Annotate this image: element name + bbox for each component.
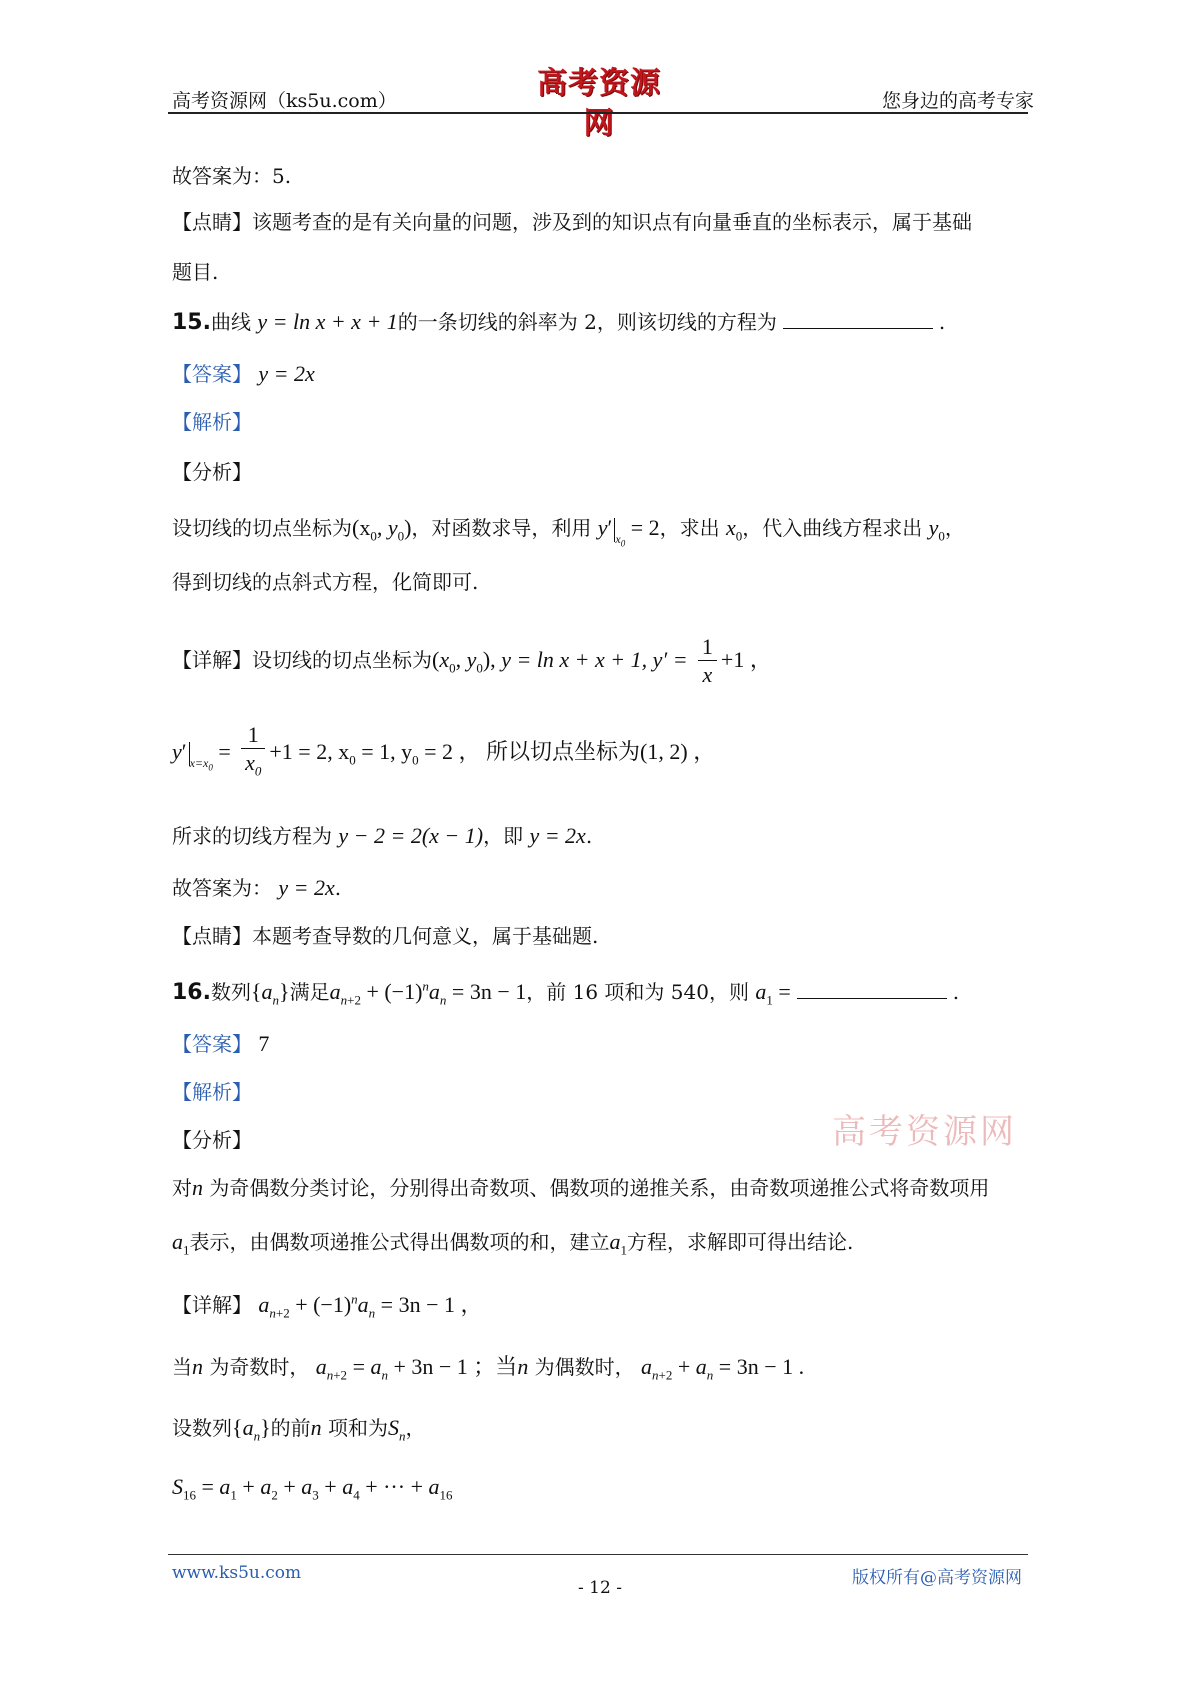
comment-line-prev <box>172 206 972 235</box>
question-text: 的一条切线的斜率为 2，则该切线的方程为 <box>397 310 777 334</box>
text: . <box>334 876 342 900</box>
fraction: $\frac{1}{x}$ <box>698 634 717 689</box>
answer-tag: 【答案】 <box>172 362 252 386</box>
xiangjie16-line-2: 当n 为奇数时， $a_{n+2} = a_n + 3n - 1$ ；当n 为偶数时， $a_{n+2} + a_n = 3n - 1$ . <box>172 1354 805 1383</box>
watermark: 高考资源网 <box>832 1112 1017 1152</box>
math-expr: y = 2x <box>529 823 586 848</box>
text: ，求出 <box>659 516 720 540</box>
fenxi-line-2: 得到切线的点斜式方程，化简即可. <box>172 570 479 594</box>
analysis-tag: 【解析】 <box>172 410 252 434</box>
xiangjie16-line-1: 【详解】 $a_{n+2} + (-1)^na_n = 3n - 1$ ， <box>172 1291 483 1321</box>
math-expr: y − 2 = 2(x − 1) <box>338 823 484 848</box>
text: 项和为 <box>327 1416 388 1440</box>
xiangjie16-line-3: 设数列$\{a_n\}$的前n 项和为$S_n$， <box>172 1415 426 1444</box>
fraction: $\frac{1}{x_0}$ <box>241 722 265 785</box>
text: ，对函数求导，利用 <box>411 516 592 540</box>
math-text: + ··· + <box>365 1474 423 1499</box>
text: 当 <box>172 1355 192 1379</box>
math-text: + 3n − 1 ；当 <box>393 1354 518 1379</box>
fenxi-tag: 【分析】 <box>172 1128 252 1152</box>
math-expr: y = 2x <box>278 875 335 900</box>
fenxi-tag-15 <box>172 456 252 485</box>
text: 的前 <box>270 1416 311 1440</box>
answer-value: y = 2x <box>258 361 315 386</box>
xiangjie-tag: 【详解】 <box>172 648 252 672</box>
text: 设数列 <box>172 1416 232 1440</box>
text: 方程，求解即可得出结论. <box>627 1230 854 1254</box>
question-text: 数列 <box>210 980 251 1004</box>
question-text: 满足 <box>289 980 330 1004</box>
math-text: = 3n − 1 . <box>718 1354 805 1379</box>
answer-line-16 <box>172 1028 269 1057</box>
fenxi16-line-1: 对n 为奇偶数分类讨论，分别得出奇数项、偶数项的递推关系，由奇数项递推公式将奇数项用 <box>172 1175 990 1200</box>
math-text: (1, 2) ， <box>640 739 716 765</box>
math-expr: y = ln x + x + 1 <box>257 309 398 334</box>
math-text: = <box>778 979 791 1004</box>
math-text: +1 = 2, x <box>269 739 350 765</box>
question-16: 16.数列$\{a_n\}$满足$a_{n+2} + (-1)^na_n = 3n - 1$，前 16 项和为 540，则 $a_1$ = . <box>172 978 960 1008</box>
fenxi-tag: 【分析】 <box>172 460 252 484</box>
brand-logo: 高考资源网 <box>537 66 661 141</box>
text: 表示，由偶数项递推公式得出偶数项的和，建立 <box>189 1230 610 1254</box>
text: 为偶数时， <box>534 1355 635 1379</box>
fenxi-tag-16 <box>172 1124 252 1153</box>
text: 为奇偶数分类讨论，分别得出奇数项、偶数项的递推关系，由奇数项递推公式将奇数项用 <box>209 1176 990 1200</box>
comment-tag: 【点睛】 <box>172 210 252 234</box>
header-right: 您身边的高考专家 <box>882 90 1035 112</box>
xiangjie-tag: 【详解】 <box>172 1293 252 1317</box>
answer-line-prev: 故答案为：5. <box>172 164 292 188</box>
xiangjie-line-3 <box>172 820 592 849</box>
xiangjie16-line-4: $S_{16} = a_1 + a_2 + a_3 + a_4$ + ··· + $a_{16}$ <box>172 1474 453 1503</box>
question-text: 曲线 <box>210 310 251 334</box>
xiangjie-line-2: y′ $_{x=x_0}$ = $\frac{1}{x_0}$ +1 = 2, $x_0 = 1$, $y_0 = 2$ ， 所以切点坐标为(1, 2) ， <box>172 722 715 785</box>
comment-text: 该题考查的是有关向量的问题，涉及到的知识点有向量垂直的坐标表示，属于基础 <box>252 210 972 234</box>
question-number: 16. <box>172 980 211 1005</box>
text: ，即 <box>483 824 524 848</box>
text: ，代入曲线方程求出 <box>742 516 923 540</box>
question-number: 15. <box>172 310 211 335</box>
text: 本题考查导数的几何意义，属于基础题. <box>252 924 599 948</box>
fenxi-line-1: 设切线的切点坐标为($x_0$, $y_0$)，对函数求导，利用 y′ $_{x_0}$ = 2，求出 $x_0$，代入曲线方程求出 $y_0$， <box>172 515 965 549</box>
dianjing-15 <box>172 920 598 949</box>
question-text: ，前 16 项和为 540，则 <box>526 980 749 1004</box>
text: . <box>585 824 593 848</box>
fenxi16-line-2: $a_1$表示，由偶数项递推公式得出偶数项的和，建立$a_1$方程，求解即可得出结论. <box>172 1229 854 1258</box>
math-text: = 2 ， 所以切点坐标为 <box>424 739 641 765</box>
footer-rule <box>168 1554 1028 1555</box>
text: 设切线的切点坐标为 <box>252 648 432 672</box>
math-text: +1 ， <box>720 647 772 672</box>
math-expr: y = ln x + x + 1, y′ = <box>501 647 688 672</box>
analysis-tag-15 <box>172 406 252 435</box>
answer-blank <box>783 310 933 329</box>
header-left: 高考资源网（ks5u.com） <box>172 90 397 112</box>
header-rule <box>168 112 1028 114</box>
math-text: = 3n − 1 <box>451 979 527 1004</box>
analysis-tag: 【解析】 <box>172 1080 252 1104</box>
comment-line-cont: 题目. <box>172 260 219 284</box>
text: ， <box>405 1416 426 1440</box>
text: 设切线的切点坐标为 <box>172 516 352 540</box>
page-number: - 12 - <box>578 1578 622 1598</box>
math-text: = 3n − 1 ， <box>380 1292 483 1317</box>
footer-link[interactable]: www.ks5u.com <box>172 1563 302 1583</box>
text: 对 <box>172 1176 192 1200</box>
footer-copyright: 版权所有@高考资源网 <box>852 1568 1022 1588</box>
analysis-tag-16 <box>172 1076 252 1105</box>
math-text: (x <box>352 515 371 540</box>
math-text: = 1, y <box>361 739 413 765</box>
text: 为奇数时， <box>209 1355 310 1379</box>
xiangjie-line-4 <box>172 872 341 901</box>
text: 所求的切线方程为 <box>172 824 332 848</box>
answer-value: 7 <box>258 1031 270 1056</box>
xiangjie-line-1: 【详解】设切线的切点坐标为($x_0$, $y_0$), y = ln x + x + 1, y′ = $\frac{1}{x}$ +1 ， <box>172 634 772 687</box>
question-15: 15.曲线 y = ln x + x + 1的一条切线的斜率为 2，则该切线的方程为 . <box>172 309 946 335</box>
text: ， <box>944 516 965 540</box>
answer-line-15 <box>172 358 315 387</box>
answer-blank <box>797 980 947 999</box>
text: 故答案为： <box>172 876 272 900</box>
answer-tag: 【答案】 <box>172 1032 252 1056</box>
dianjing-tag: 【点睛】 <box>172 924 252 948</box>
